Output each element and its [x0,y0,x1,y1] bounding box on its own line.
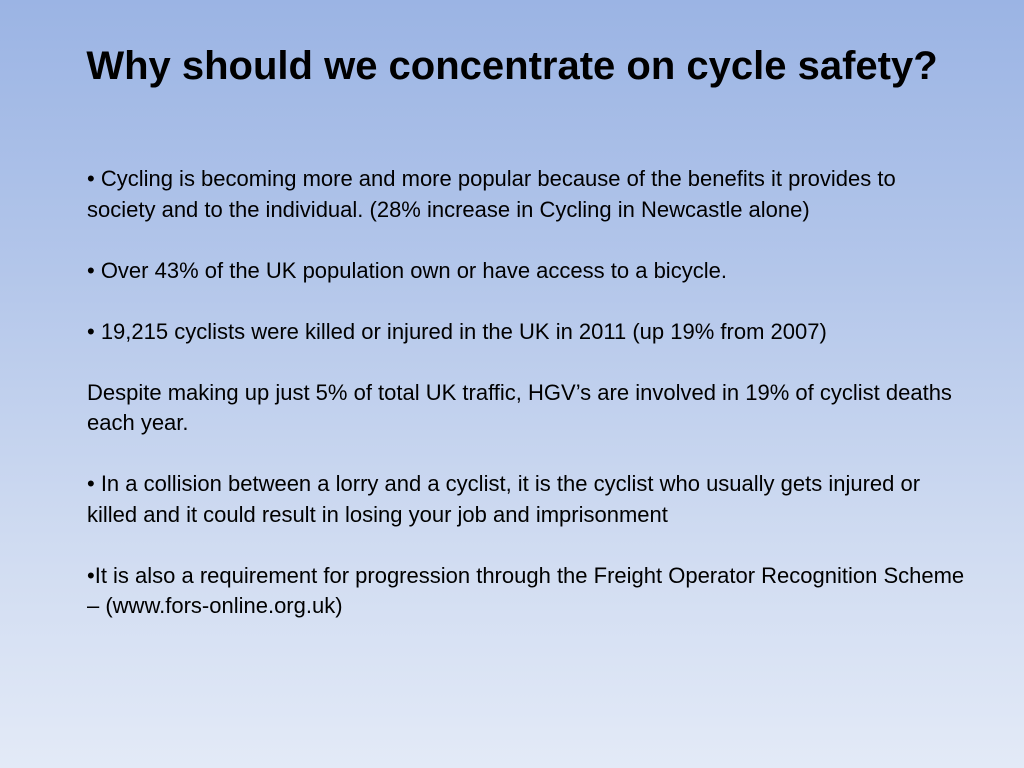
bullet-cycling-popularity: • Cycling is becoming more and more popular because of the benefits it provides to society and to the individual. (28% increase in Cycling in Newcastle alone) [87,166,896,222]
bullet-cyclist-casualties: • 19,215 cyclists were killed or injured in the UK in 2011 (up 19% from 2007) [87,318,827,344]
slide-title: Why should we concentrate on cycle safety? [86,44,938,88]
slide-body [87,164,967,622]
paragraph-hgv-involvement: Despite making up just 5% of total UK traffic, HGV’s are involved in 19% of cyclist deaths each year. [87,379,952,435]
bullet-lorry-collision: • In a collision between a lorry and a cyclist, it is the cyclist who usually gets injured or killed and it could result in losing your job and imprisonment [87,471,921,527]
bullet-fors-requirement: •It is also a requirement for progression through the Freight Operator Recognition Scheme – (www.fors-online.org.uk) [87,562,965,618]
bullet-bicycle-access: • Over 43% of the UK population own or have access to a bicycle. [87,257,727,283]
